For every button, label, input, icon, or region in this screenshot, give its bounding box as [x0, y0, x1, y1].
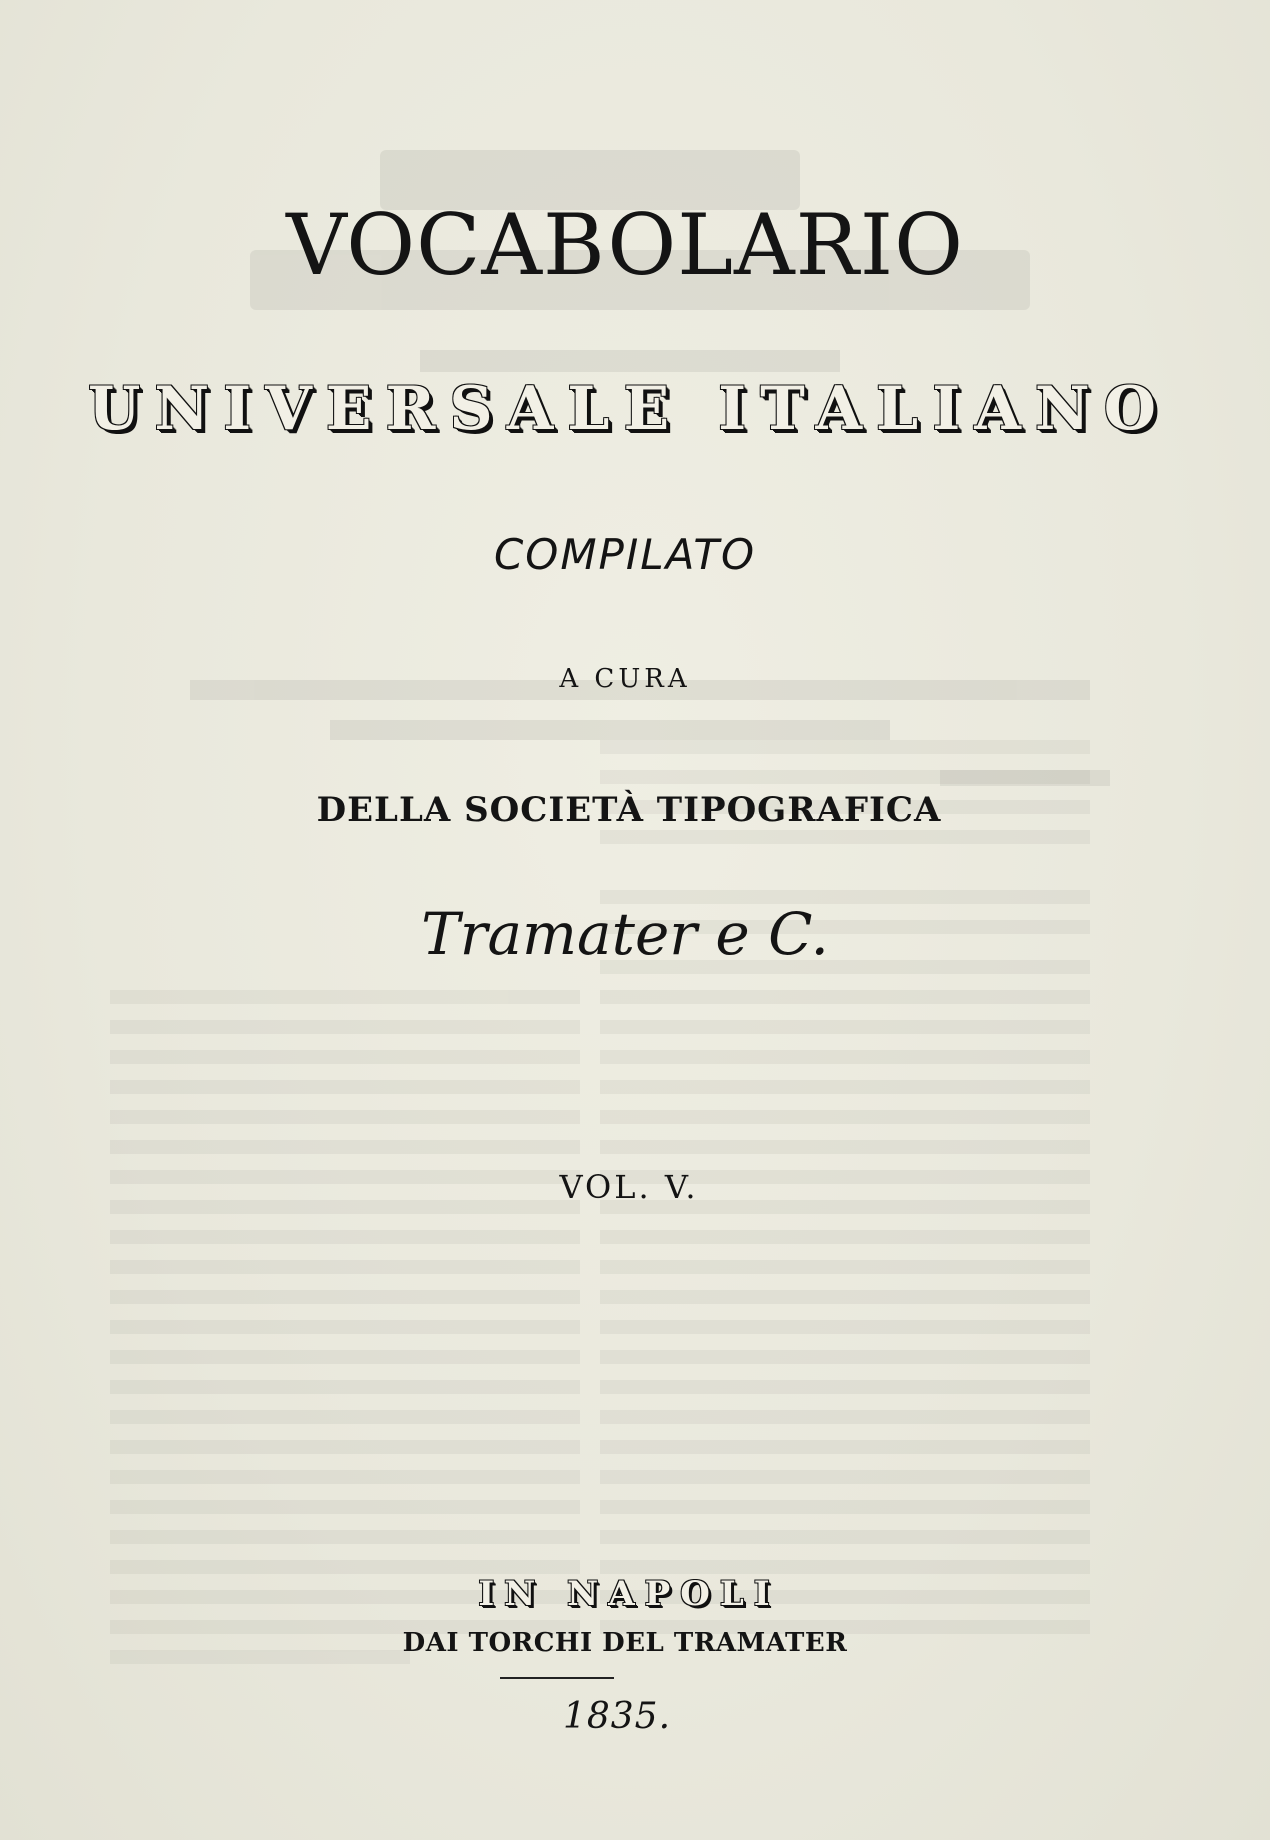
printer-line: DAI TORCHI DEL TRAMATER — [402, 1628, 848, 1658]
compiled-label: COMPILATO — [493, 530, 757, 579]
by-care-label: A CURA — [559, 664, 691, 694]
society-name: DELLA SOCIETÀ TIPOGRAFICA — [316, 790, 942, 830]
place-of-publication: IN NAPOLI — [478, 1574, 780, 1614]
book-title: VOCABOLARIO — [286, 196, 964, 294]
volume-number: VOL. V. — [559, 1168, 699, 1206]
publisher-name: Tramater e C. — [421, 900, 829, 968]
divider-rule — [500, 1677, 614, 1679]
book-subtitle: UNIVERSALE ITALIANO — [88, 374, 1170, 444]
publication-year: 1835. — [562, 1696, 672, 1737]
